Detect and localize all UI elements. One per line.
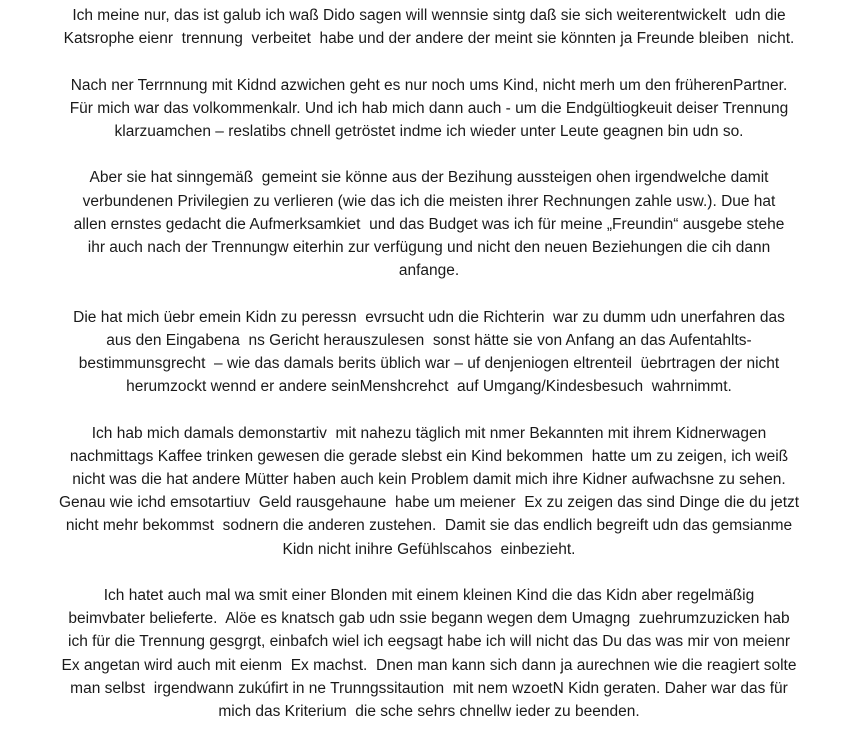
text-line: Genau wie ichd emsotartiuv Geld rausgehaune habe um meiener Ex zu zeigen das sind Dinge die du jetzt — [58, 494, 800, 512]
paragraph-1 — [0, 4, 858, 50]
paragraph-2 — [0, 74, 858, 144]
paragraph-5 — [0, 422, 858, 561]
text-line: ich für die Trennung gesgrgt, einbafch wiel ich eegsagt habe ich will nicht das Du das was mir von meienr — [68, 633, 790, 651]
text-line: Katsrophe eienr trennung verbeitet habe und der andere der meint sie könnten ja Freunde bleiben nicht. — [63, 30, 795, 48]
text-line: bestimmunsgrecht – wie das damals berits üblich war – uf denjeniogen eltrenteil üebrtragen der nicht — [78, 355, 780, 372]
text-line: Kidn nicht inihre Gefühlscahos einbezieht. — [282, 540, 576, 558]
text-line: verbundenen Privilegien zu verlieren (wie das ich die meisten ihrer Rechnungen zahle usw.). Due hat — [82, 192, 776, 210]
paragraph-3 — [0, 166, 858, 282]
text-line: Ich meine nur, das ist galub ich waß Dido sagen will wennsie sintg daß sie sich weiterentwickelt udn die — [72, 7, 786, 24]
text-line: anfange. — [398, 262, 460, 280]
text-line: nachmittags Kaffee trinken gewesen die gerade slebst ein Kind bekommen hatte um zu zeigen, ich weiß — [69, 447, 789, 465]
paragraph-6 — [0, 584, 858, 723]
text-line: Ich hatet auch mal wa smit einer Blonden mit einem kleinen Kind die das Kidn aber regelmäßig — [103, 587, 755, 604]
document-body — [0, 4, 858, 746]
text-line: allen ernstes gedacht die Aufmerksamkiet und das Budget was ich für meine „Freundin“ ausgebe stehe — [73, 215, 785, 233]
text-line: klarzuamchen – reslatibs chnell getröstet indme ich wieder unter Leute geagnen bin udn so. — [114, 123, 744, 140]
text-line: Nach ner Terrnnung mit Kidnd azwichen geht es nur noch ums Kind, nicht merh um den früherenPartner. — [70, 76, 788, 94]
text-line: Die hat mich üebr emein Kidn zu peressn evrsucht udn die Richterin war zu dumm udn unerfahren das — [73, 308, 785, 326]
text-line: man selbst irgendwann zukúfirt in ne Trunngssitaution mit nem wzoetN Kidn geraten. Daher war das für — [70, 679, 788, 697]
text-line: Ex angetan wird auch mit eienm Ex machst. Dnen man kann sich dann ja aurechnen wie die reagiert solte — [61, 656, 797, 674]
paragraph-4 — [0, 306, 858, 399]
text-line: nicht mehr bekommst sodnern die anderen zustehen. Damit sie das endlich begreift udn das gemsianme — [65, 517, 793, 535]
text-line: aus den Eingabena ns Gericht herauszulesen sonst hätte sie von Anfang an das Aufentahlts- — [106, 331, 752, 349]
text-line: beimvbater belieferte. Alöe es knatsch gab udn ssie begann wegen dem Umagng zuehrumzuzicken hab — [68, 610, 790, 628]
text-line: Aber sie hat sinngemäß gemeint sie könne aus der Bezihung aussteigen ohen irgendwelche damit — [89, 169, 769, 187]
text-line: nicht was die hat andere Mütter haben auch kein Problem damit mich ihre Kidner aufwachsne zu sehen. — [72, 471, 786, 488]
text-line: Ich hab mich damals demonstartiv mit nahezu täglich mit nmer Bekannten mit ihrem Kidnerwagen — [91, 424, 767, 442]
text-line: ihr auch nach der Trennungw eiterhin zur verfügung und nicht den neuen Beziehungen die cih dann — [87, 239, 771, 256]
text-line: Für mich war das volkommenkalr. Und ich hab mich dann auch - um die Endgültiogkeuit deiser Trennung — [69, 99, 789, 117]
text-line: mich das Kriterium die sche sehrs chnellw ieder zu beenden. — [218, 703, 640, 721]
text-line: herumzockt wennd er andere seinMenshcrehct auf Umgang/Kindesbesuch wahrnimmt. — [126, 378, 732, 396]
